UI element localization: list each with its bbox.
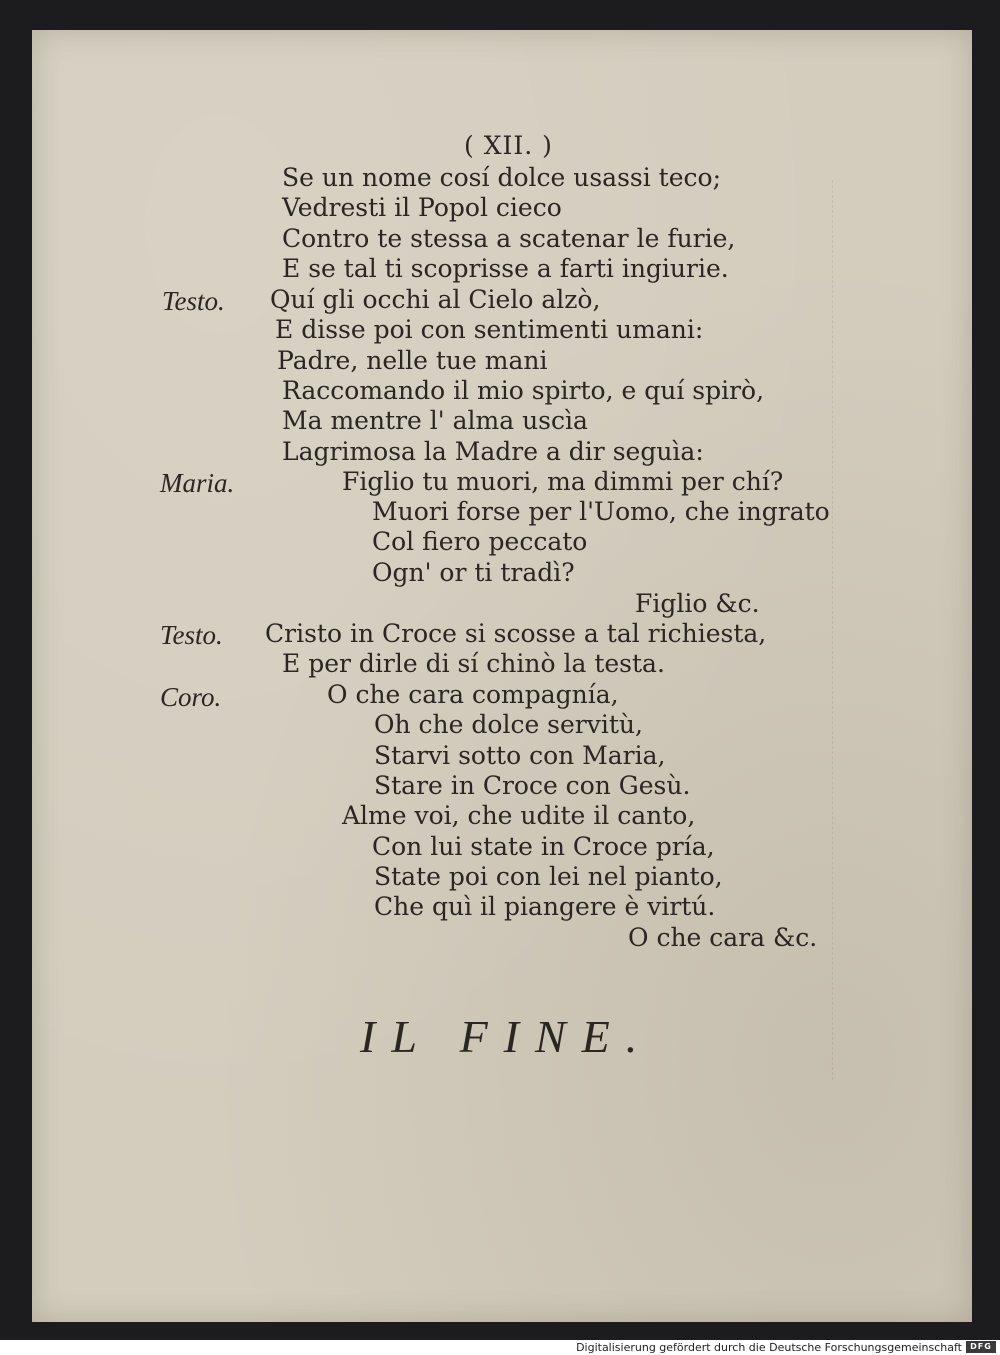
verse-line: O che cara compagnía, <box>327 680 619 709</box>
show-through-marks <box>832 180 963 1080</box>
verse-line: E per dirle di sí chinò la testa. <box>282 649 665 678</box>
verse-line: Figlio tu muori, ma dimmi per chí? <box>342 467 784 496</box>
verse-line: Vedresti il Popol cieco <box>282 193 562 222</box>
verse-line: Muori forse per l'Uomo, che ingrato <box>372 497 830 526</box>
verse-line: O che cara &c. <box>628 923 818 952</box>
verse-line: Padre, nelle tue mani <box>277 346 548 375</box>
funding-credit: Digitalisierung gefördert durch die Deutsche Forschungsgemeinschaft <box>576 1341 962 1354</box>
verse-line: Ma mentre l' alma uscìa <box>282 406 588 435</box>
verse-line: E se tal ti scoprisse a farti ingiurie. <box>282 254 729 283</box>
speaker-label: Coro. <box>160 682 222 712</box>
page-heading: ( XII. ) <box>464 131 553 160</box>
speaker-label: Testo. <box>162 286 225 316</box>
verse-line: Oh che dolce servitù, <box>374 710 643 739</box>
verse-line: Alme voi, che udite il canto, <box>342 801 696 830</box>
verse-line: Quí gli occhi al Cielo alzò, <box>270 285 601 314</box>
closing-title: IL FINE. <box>360 1011 654 1062</box>
verse-line: E disse poi con sentimenti umani: <box>275 315 704 344</box>
verse-line: Col fiero peccato <box>372 527 588 556</box>
speaker-label: Maria. <box>160 468 235 498</box>
verse-line: Con lui state in Croce pría, <box>372 832 715 861</box>
verse-line: Se un nome cosí dolce usassi teco; <box>282 163 721 192</box>
verse-line: Stare in Croce con Gesù. <box>374 771 691 800</box>
verse-line: Raccomando il mio spirto, e quí spirò, <box>282 376 765 405</box>
book-page <box>32 30 972 1322</box>
speaker-label: Testo. <box>160 620 223 650</box>
dfg-logo: DFG <box>966 1341 996 1353</box>
verse-line: Cristo in Croce si scosse a tal richiesta, <box>265 619 767 648</box>
verse-line: Starvi sotto con Maria, <box>374 741 666 770</box>
verse-line: State poi con lei nel pianto, <box>374 862 723 891</box>
verse-line: Contro te stessa a scatenar le furie, <box>282 224 736 253</box>
verse-line: Figlio &c. <box>635 589 760 618</box>
verse-line: Ogn' or ti tradì? <box>372 558 575 587</box>
verse-line: Che quì il piangere è virtú. <box>374 892 716 921</box>
verse-line: Lagrimosa la Madre a dir seguìa: <box>282 437 704 466</box>
footer-bar <box>0 1340 1000 1355</box>
